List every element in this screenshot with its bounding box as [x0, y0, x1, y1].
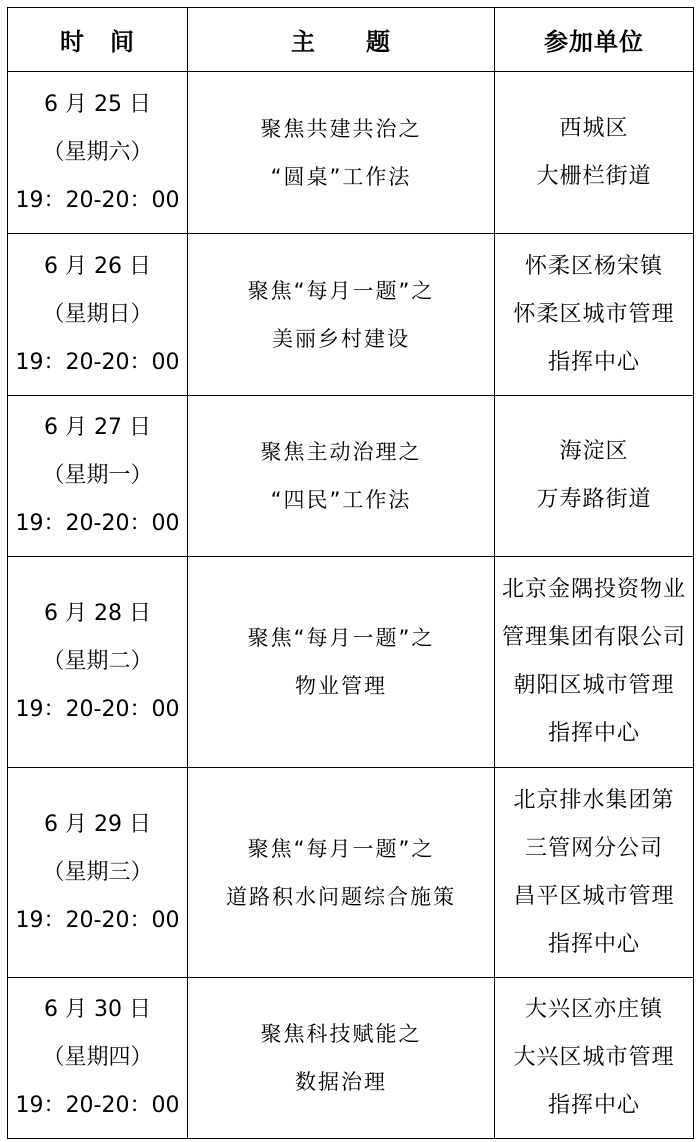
unit-cell-line: 大栅栏街道 [536, 163, 652, 189]
unit-cell-line: 指挥中心 [547, 1093, 640, 1118]
topic-cell-line: 聚焦共建共治之 [260, 116, 422, 141]
header-row [8, 8, 694, 72]
unit-cell-line: 怀柔区城市管理 [513, 301, 675, 327]
topic-cell [188, 978, 495, 1139]
time-cell [8, 72, 188, 234]
time-cell-line: 6 月 28 日 [44, 601, 151, 626]
time-cell-line: （星期四） [42, 1045, 153, 1070]
time-cell-line: 19：20-20：00 [15, 349, 180, 375]
unit-cell-line: 北京排水集团第 [513, 787, 675, 813]
time-cell-line: 6 月 29 日 [44, 811, 151, 837]
topic-cell [188, 768, 495, 978]
unit-cell-line: 西城区 [559, 115, 629, 141]
time-cell-line: 19：20-20：00 [15, 697, 180, 722]
unit-cell [495, 768, 694, 978]
topic-cell-line: “四民”工作法 [270, 488, 412, 512]
time-cell-line: （星期一） [42, 463, 153, 488]
time-cell [8, 234, 188, 396]
topic-cell-line: 聚焦主动治理之 [260, 440, 422, 464]
topic-cell [188, 234, 495, 396]
table-row [8, 978, 694, 1139]
topic-cell-line: “圆桌”工作法 [270, 164, 412, 189]
topic-cell-line: 道路积水问题综合施策 [226, 884, 456, 909]
header-unit: 参加单位 [495, 8, 694, 72]
unit-cell-line: 指挥中心 [547, 931, 640, 957]
time-cell-line: 19：20-20：00 [15, 187, 180, 213]
unit-cell-line: 指挥中心 [547, 721, 640, 746]
topic-cell [188, 396, 495, 557]
unit-cell-line: 三管网分公司 [524, 835, 663, 861]
unit-cell-line: 大兴区城市管理 [513, 1045, 675, 1070]
header-topic: 主 题 [188, 8, 495, 72]
unit-cell [495, 72, 694, 234]
table-row [8, 234, 694, 396]
time-cell-line: （星期三） [42, 859, 153, 885]
time-cell-line: 19：20-20：00 [15, 1093, 180, 1118]
table-row [8, 768, 694, 978]
unit-cell-line: 北京金隅投资物业 [501, 577, 686, 602]
topic-cell [188, 72, 495, 234]
unit-cell-line: 朝阳区城市管理 [513, 673, 675, 698]
unit-cell-line: 万寿路街道 [536, 487, 652, 512]
header-time: 时 间 [8, 8, 188, 72]
time-cell-line: （星期二） [42, 649, 153, 674]
time-cell-line: 6 月 26 日 [44, 253, 151, 279]
table-row [8, 72, 694, 234]
unit-cell-line: 大兴区亦庄镇 [524, 997, 663, 1022]
unit-cell [495, 978, 694, 1139]
time-cell [8, 557, 188, 768]
table-body [8, 72, 694, 1139]
schedule-table [7, 7, 694, 1139]
topic-cell-line: 聚焦“每月一题”之 [247, 278, 435, 303]
time-cell-line: 19：20-20：00 [15, 511, 180, 536]
unit-cell-line: 管理集团有限公司 [501, 625, 686, 650]
time-cell-line: （星期日） [42, 301, 153, 327]
topic-cell-line: 物业管理 [295, 674, 387, 698]
time-cell-line: 6 月 30 日 [44, 997, 151, 1022]
unit-cell-line: 指挥中心 [547, 349, 640, 375]
unit-cell-line: 怀柔区杨宋镇 [524, 253, 663, 279]
topic-cell-line: 数据治理 [295, 1070, 387, 1094]
time-cell-line: （星期六） [42, 139, 153, 165]
topic-cell [188, 557, 495, 768]
unit-cell [495, 234, 694, 396]
table-row [8, 396, 694, 557]
topic-cell-line: 聚焦“每月一题”之 [247, 836, 435, 861]
unit-cell-line: 海淀区 [559, 439, 629, 464]
time-cell [8, 396, 188, 557]
topic-cell-line: 聚焦“每月一题”之 [247, 626, 435, 650]
topic-cell-line: 美丽乡村建设 [272, 326, 410, 351]
time-cell [8, 768, 188, 978]
time-cell [8, 978, 188, 1139]
time-cell-line: 19：20-20：00 [15, 907, 180, 933]
topic-cell-line: 聚焦科技赋能之 [260, 1022, 422, 1046]
unit-cell [495, 396, 694, 557]
table-row [8, 557, 694, 768]
unit-cell [495, 557, 694, 768]
time-cell-line: 6 月 27 日 [44, 415, 151, 440]
time-cell-line: 6 月 25 日 [44, 91, 151, 117]
unit-cell-line: 昌平区城市管理 [513, 883, 675, 909]
